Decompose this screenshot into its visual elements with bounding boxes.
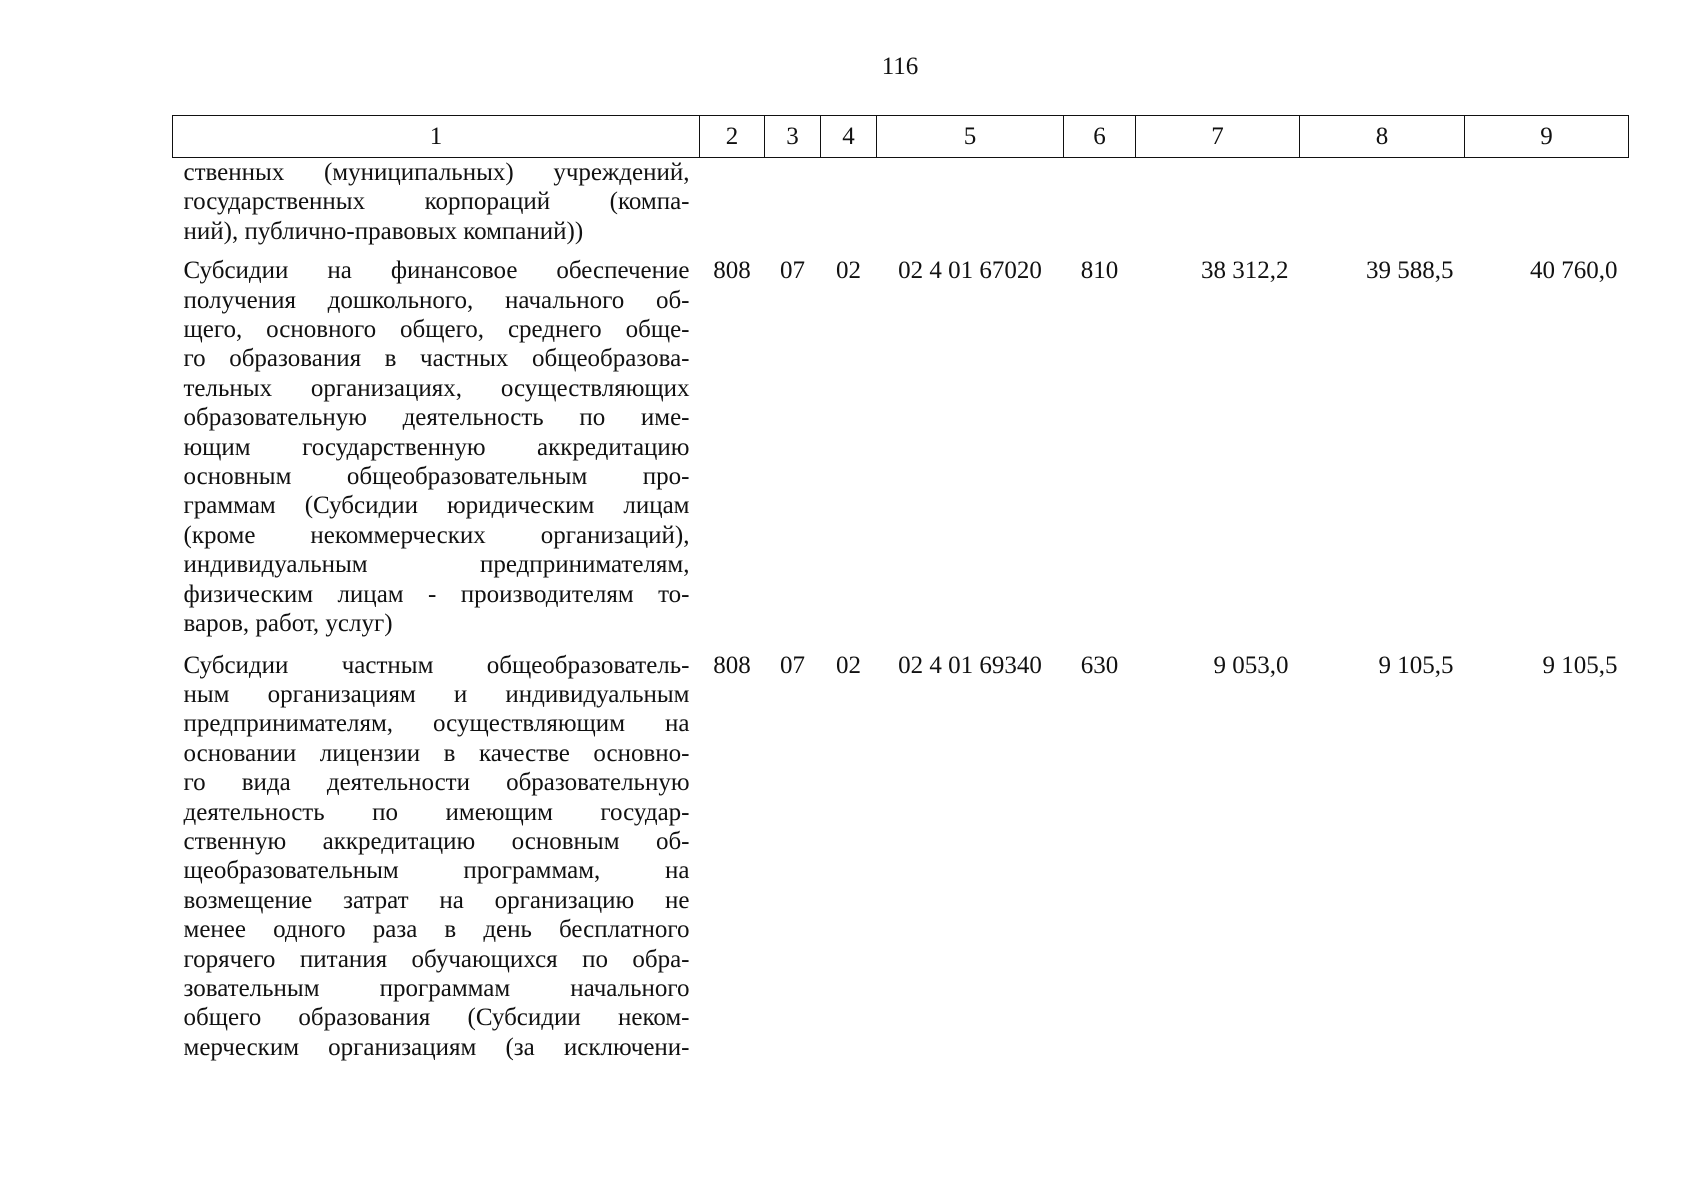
page-number: 116 [881, 53, 919, 80]
cell-expense-type: 630 [1080, 651, 1119, 679]
cell-subsection: 02 [836, 651, 861, 679]
row-description [173, 639, 700, 1063]
cell-amount-year2 [1300, 158, 1465, 247]
cell-target-article: 02 4 01 67020 [898, 257, 1042, 285]
description-line: менее одного раза в день бесплатного [183, 916, 690, 944]
cell-target-article: 02 4 01 69340 [898, 651, 1042, 679]
description-line: го вида деятельности образовательную [183, 769, 690, 797]
cell-expense-type: 810 [1080, 257, 1119, 285]
cell-amount-year3: 40 760,0 [1530, 257, 1618, 285]
description-line: горячего питания обучающихся по обра- [183, 945, 690, 973]
description-line: ющим государственную аккредитацию [183, 433, 690, 461]
cell-target-article [877, 158, 1064, 247]
table-row [173, 639, 1629, 1063]
description-line: основным общеобразовательным про- [183, 463, 690, 491]
description-line: возмещение затрат на организацию не [183, 886, 690, 914]
description-line: зовательным программам начального [183, 974, 690, 1002]
description-line: Субсидии частным общеобразователь- [183, 651, 690, 679]
column-header: 2 [700, 116, 765, 158]
budget-table [172, 115, 1629, 1062]
description-line: предпринимателям, осуществляющим на [183, 710, 690, 738]
description-line: (кроме некоммерческих организаций), [183, 521, 690, 549]
description-line: го образования в частных общеобразова- [183, 345, 690, 373]
column-header: 3 [765, 116, 821, 158]
cell-section: 07 [780, 257, 805, 285]
description-line: ным организациям и индивидуальным [183, 680, 690, 708]
table-row [173, 158, 1629, 247]
description-line: мерческим организациям (за исключени- [183, 1033, 690, 1061]
cell-section [765, 158, 821, 247]
cell-ministry [700, 158, 765, 247]
description-line: общего образования (Субсидии неком- [183, 1004, 690, 1032]
description-line: варов, работ, услуг) [183, 610, 393, 638]
cell-ministry: 808 [713, 651, 751, 679]
description-line: государственных корпораций (компа- [183, 188, 690, 216]
column-header: 5 [877, 116, 1064, 158]
cell-amount-year1: 38 312,2 [1201, 257, 1289, 285]
column-header: 7 [1136, 116, 1300, 158]
row-description [173, 158, 700, 247]
cell-amount-year3 [1465, 158, 1629, 247]
description-line: граммам (Субсидии юридическим лицам [183, 492, 690, 520]
table-row [173, 246, 1629, 638]
column-header: 4 [821, 116, 877, 158]
cell-amount-year1: 9 053,0 [1213, 651, 1289, 679]
column-header: 9 [1465, 116, 1629, 158]
cell-section: 07 [780, 651, 805, 679]
column-header: 8 [1300, 116, 1465, 158]
description-line: основании лицензии в качестве основно- [183, 739, 690, 767]
cell-expense-type [1064, 158, 1136, 247]
description-line: Субсидии на финансовое обеспечение [183, 257, 690, 285]
cell-amount-year2: 9 105,5 [1378, 651, 1454, 679]
cell-amount-year1 [1136, 158, 1300, 247]
table-header-row [173, 116, 1629, 158]
description-line: тельных организациях, осуществляющих [183, 374, 690, 402]
description-line: щего, основного общего, среднего обще- [183, 316, 690, 344]
column-header: 6 [1064, 116, 1136, 158]
cell-subsection [821, 158, 877, 247]
description-line: образовательную деятельность по име- [183, 404, 690, 432]
row-description [173, 246, 700, 638]
description-line: индивидуальным предпринимателям, [183, 551, 690, 579]
cell-amount-year3: 9 105,5 [1542, 651, 1618, 679]
description-line: физическим лицам - производителям то- [183, 580, 690, 608]
cell-subsection: 02 [836, 257, 861, 285]
cell-ministry: 808 [713, 257, 751, 285]
cell-amount-year2: 39 588,5 [1366, 257, 1454, 285]
description-line: щеобразовательным программам, на [183, 857, 690, 885]
description-line: деятельность по имеющим государ- [183, 798, 690, 826]
description-line: получения дошкольного, начального об- [183, 286, 690, 314]
description-line: ственную аккредитацию основным об- [183, 827, 690, 855]
column-header: 1 [173, 116, 700, 158]
description-line: ний), публично-правовых компаний)) [183, 217, 584, 245]
description-line: ственных (муниципальных) учреждений, [183, 159, 690, 186]
